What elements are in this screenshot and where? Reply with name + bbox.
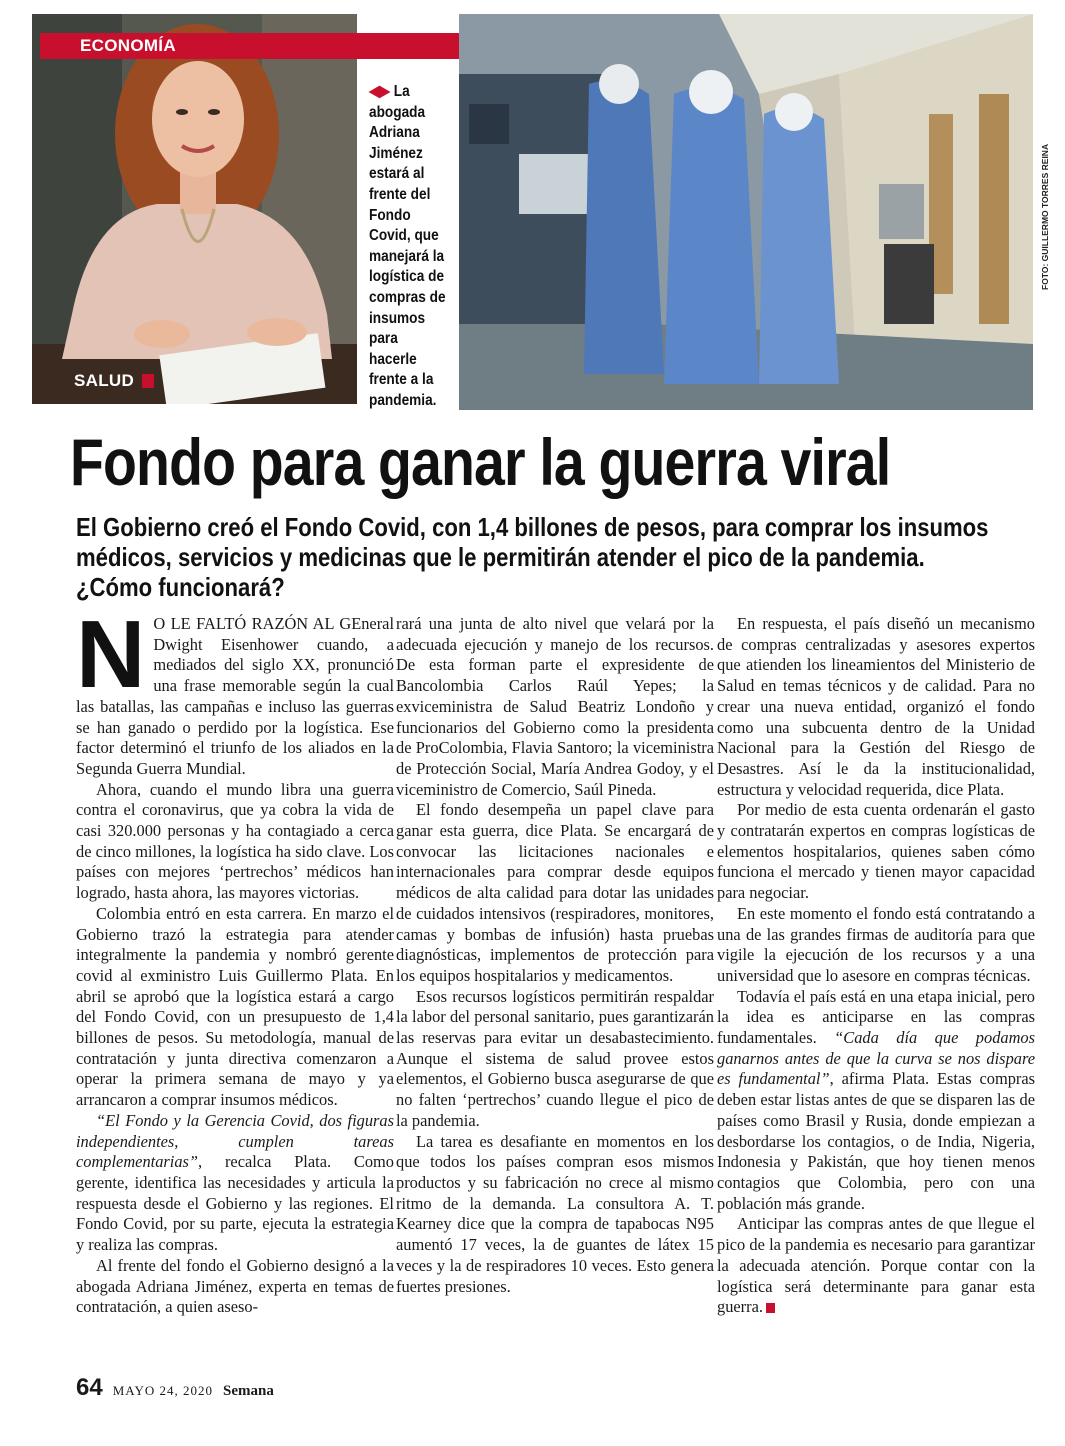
paragraph: Esos recursos logísticos permitirán respaldar la labor del personal sanitario, pues garantizarán las reservas para evitar un desabastecimiento. Aunque el sistema de salud provee estos elementos, el Gobierno busca asegurarse de que no falten ‘pertrechos’ cuando llegue el pico de la pandemia. [396,986,714,1130]
paragraph: El fondo desempeña un papel clave para ganar esta guerra, dice Plata. Se encargará de convocar las licitaciones nacionales e internacionales para comprar desde equipos médicos de alta calidad para dotar las unidades de cuidados intensivos (respiradores, monitores, camas y bombas de infusión) hasta pruebas diagnósticas, implementos de protección para los equipos hospitalarios y medicamentos. [396,800,714,985]
photo-credit: FOTO: GUILLERMO TORRES REINA [1040,143,1050,290]
page-number: 64 [76,1374,103,1401]
drop-cap: N [76,601,146,708]
paragraph: En este momento el fondo está contratando a una de las grandes firmas de auditoría para que vigile la ejecución de los recursos y a una universidad que lo asesore en compras técnicas. [717,903,1035,985]
paragraph: Ahora, cuando el mundo libra una guerra contra el coronavirus, que ya cobra la vida de casi 320.000 personas y ha contagiado a cerca de cinco millones, la logística ha sido clave. Los países con mejores ‘pertrechos’ médicos han logrado, hasta ahora, las mayores victorias. [76,779,394,903]
paragraph: En respuesta, el país diseñó un mecanismo de compras centralizadas y asesores expertos que atienden los lineamientos del Ministerio de Salud en temas técnicos y de calidad. Para no crear una nueva entidad, organizó el fondo como una subcuenta dentro de la Unidad Nacional para la Gestión del Riesgo de Desastres. Así le da la institucionalidad, estructura y velocidad requerida, dice Plata. [717,614,1035,799]
issue-date: MAYO 24, 2020 [112,1383,213,1398]
hospital-illustration [459,14,1033,410]
article-column-3 [717,614,1035,1318]
paragraph: Colombia entró en esta carrera. En marzo el Gobierno trazó la estrategia para atender integralmente la pandemia y nombró gerente covid al exministro Luis Guillermo Plata. En abril se aprobó que la logística estará a cargo del Fondo Covid, con un presupuesto de 1,4 billones de pesos. Su metodología, manual de contratación y junta directiva comenzaron a operar la primera semana de mayo y ya arrancaron a comprar insumos médicos. [76,903,394,1110]
pull-quote: “El Fondo y la Gerencia Covid, dos figuras independientes, cumplen tareas complementarias” [76,1110,394,1172]
hospital-photo [459,14,1033,410]
section-tag-salud: SALUD [74,371,135,390]
article-column-1 [76,601,394,1318]
page-footer [76,1374,274,1402]
paragraph: Al frente del fondo el Gobierno designó a la abogada Adriana Jiménez, experta en temas de contratación, a quien aseso- [76,1255,394,1317]
paragraph: Todavía el país está en una etapa inicial, pero la idea es anticiparse en las compras fundamentales. “Cada día que podamos ganarnos antes de que la curva se nos dispare es fundamental”, afirma Plata. Estas compras deben estar listas antes de que se disparen las de países como Brasil y Rusia, donde empiezan a desbordarse los contagios, o de India, Nigeria, Indonesia y Pakistán, que hoy tienen menos contagios que Colombia, pero con una población más grande. [717,986,1035,1213]
section-tag-marker [142,374,154,388]
caption-arrows-icon: ◀▶ [369,83,390,100]
magazine-name: Semana [222,1383,274,1399]
pull-quote: “Cada día que podamos ganarnos antes de que la curva se nos dispare es fundamental” [717,1028,1035,1089]
section-tag-economia: ECONOMÍA [40,33,460,59]
end-mark-icon [766,1303,775,1313]
article-headline: Fondo para ganar la guerra viral [70,425,891,499]
paragraph: Anticipar las compras antes de que llegue el pico de la pandemia es necesario para garantizar la adecuada atención. Porque contar con la logística será determinante para ganar esta guerra. [717,1214,1035,1317]
paragraph: rará una junta de alto nivel que velará por la adecuada ejecución y manejo de los recursos. De esta forman parte el expresidente de Bancolombia Carlos Raúl Yepes; la exviceministra de Salud Beatriz Londoño y funcionarios del Gobierno como la presidenta de ProColombia, Flavia Santoro; la viceministra de Protección Social, María Andrea Godoy, y el viceministro de Comercio, Saúl Pineda. [396,614,714,799]
portrait-photo [32,14,357,404]
paragraph: La tarea es desafiante en momentos en los que todos los países compran esos mismos productos y su fabricación no crece al mismo ritmo de la demanda. La consultora A. T. Kearney dice que la compra de tapabocas N95 aumentó 17 veces, la de guantes de látex 15 veces y la de respiradores 10 veces. Esto genera fuertes presiones. [396,1131,714,1296]
paragraph: N O LE FALTÓ RAZÓN AL GEneral Dwight Eisenhower cuando, a mediados del siglo XX, pronunció una frase memorable según la cual las batallas, las campañas e incluso las guerras se han ganado o perdido por la logística. Ese factor determinó el triunfo de los aliados en la Segunda Guerra Mundial. [76,601,394,778]
article-deck: El Gobierno creó el Fondo Covid, con 1,4 billones de pesos, para comprar los insumos médicos, servicios y medicinas que le permitirán atender el pico de la pandemia. ¿Cómo funcionará? [76,512,989,602]
paragraph: “El Fondo y la Gerencia Covid, dos figuras independientes, cumplen tareas complementarias”, recalca Plata. Como gerente, identifica las necesidades y articula la respuesta desde el Gobierno y las regiones. El Fondo Covid, por su parte, ejecuta la estrategia y realiza las compras. [76,1110,394,1255]
photo-caption [369,82,448,412]
portrait-illustration [32,14,357,404]
paragraph: Por medio de esta cuenta ordenarán el gasto y contratarán expertos en compras logísticas de elementos hospitalarios, quienes saben cómo funciona el mercado y tienen mayor capacidad para negociar. [717,800,1035,903]
article-column-2 [396,614,714,1297]
caption-text: La abogada Adriana Jiménez estará al frente del Fondo Covid, que manejará la logística de compras de insumos para hacerle frente a la pandemia. [369,83,446,409]
